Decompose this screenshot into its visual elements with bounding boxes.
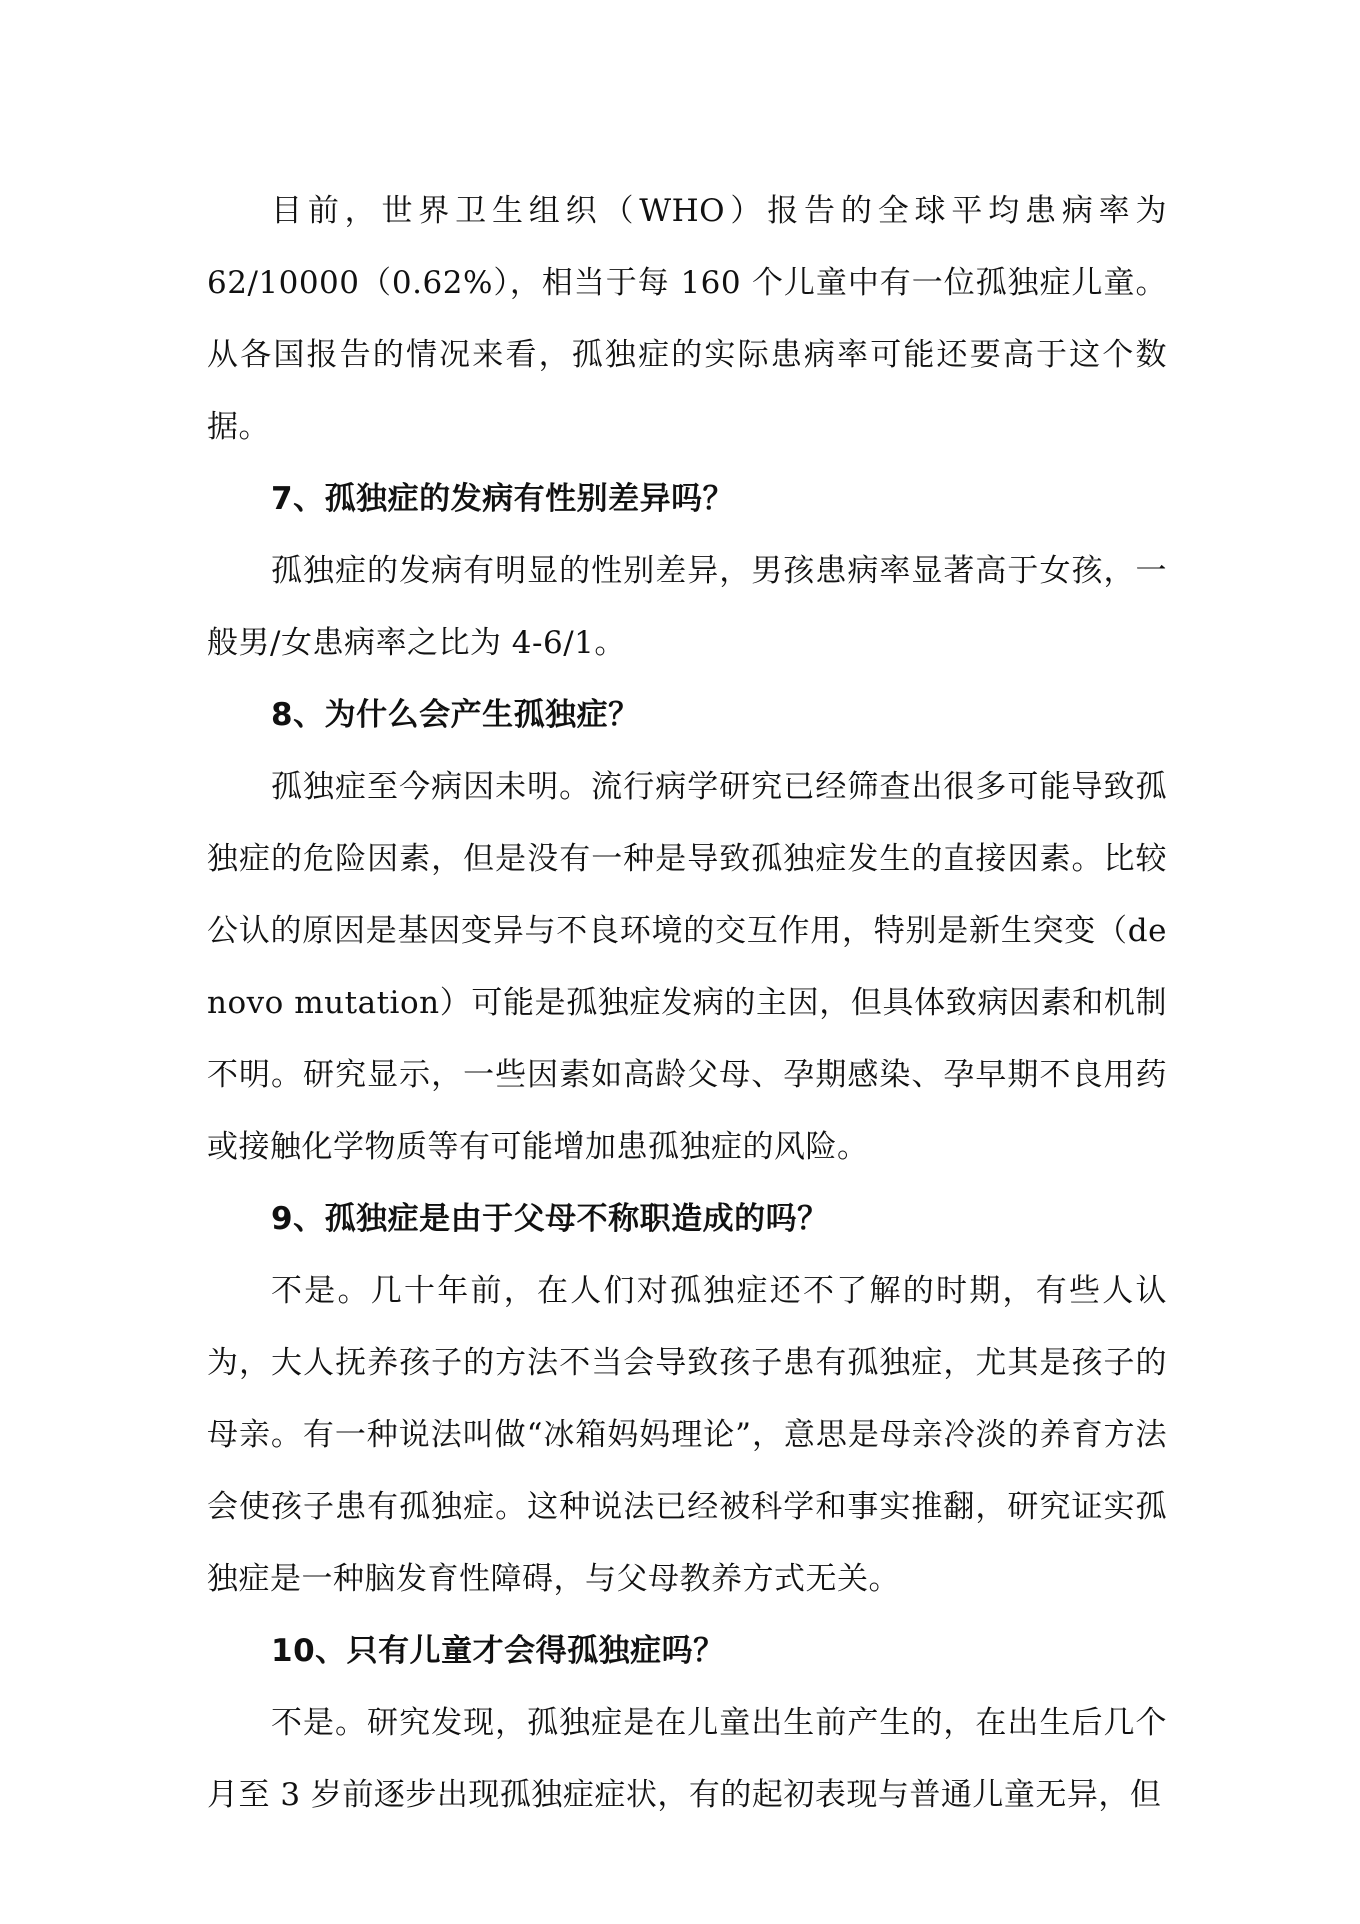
- paragraph-causes: 孤独症至今病因未明。流行病学研究已经筛查出很多可能导致孤独症的危险因素，但是没有一种是导致孤独症发生的直接因素。比较公认的原因是基因变异与不良环境的交互作用，特别是新生突变（de novo mutation）可能是孤独症发病的主因，但具体致病因素和机制不明。研究显示，一些因素如高龄父母、孕期感染、孕早期不良用药或接触化学物质等有可能增加患孤独症的风险。: [207, 769, 1167, 1165]
- heading-q8: 8、为什么会产生孤独症？: [271, 697, 640, 733]
- heading-q10: 10、只有儿童才会得孤独症吗？: [271, 1633, 725, 1669]
- paragraph-prevalence: 目前，世界卫生组织（WHO）报告的全球平均患病率为62/10000（0.62%），相当于每 160 个儿童中有一位孤独症儿童。从各国报告的情况来看，孤独症的实际患病率可能还要高于这个数据。: [207, 193, 1167, 445]
- paragraph-parents: 不是。几十年前，在人们对孤独症还不了解的时期，有些人认为，大人抚养孩子的方法不当会导致孩子患有孤独症，尤其是孩子的母亲。有一种说法叫做“冰箱妈妈理论”，意思是母亲冷淡的养育方法会使孩子患有孤独症。这种说法已经被科学和事实推翻，研究证实孤独症是一种脑发育性障碍，与父母教养方式无关。: [207, 1273, 1167, 1597]
- heading-q7: 7、孤独症的发病有性别差异吗？: [271, 481, 735, 517]
- heading-q9: 9、孤独症是由于父母不称职造成的吗？: [271, 1201, 829, 1237]
- paragraph-only-children: 不是。研究发现，孤独症是在儿童出生前产生的，在出生后几个月至 3 岁前逐步出现孤独症症状，有的起初表现与普通儿童无异，但: [207, 1705, 1167, 1813]
- paragraph-gender-difference: 孤独症的发病有明显的性别差异，男孩患病率显著高于女孩，一般男/女患病率之比为 4-6/1。: [207, 553, 1167, 661]
- document-body: [207, 175, 1167, 1831]
